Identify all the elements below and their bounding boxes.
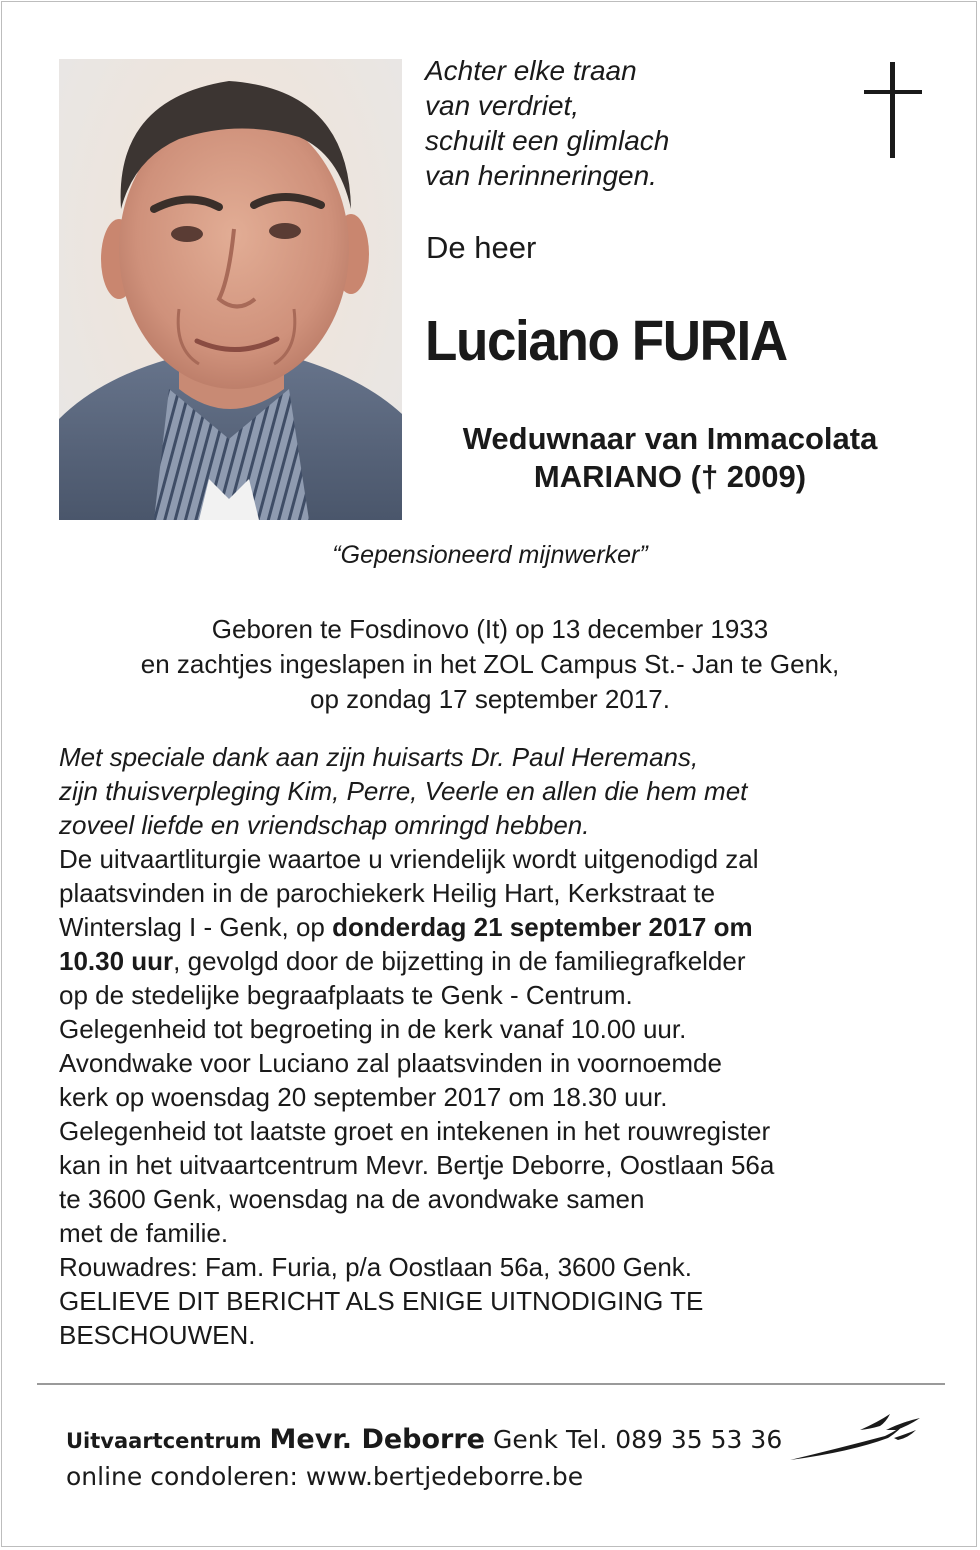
funeral-line: kerk op woensdag 20 september 2017 om 18.30 uur. <box>59 1082 668 1112</box>
salutation: De heer <box>426 230 537 265</box>
profession: “Gepensioneerd mijnwerker” <box>332 541 648 569</box>
birth-line: op zondag 17 september 2017. <box>310 684 670 714</box>
widower-text <box>410 420 930 496</box>
funeral-line: GELIEVE DIT BERICHT ALS ENIGE UITNODIGING TE <box>59 1286 704 1316</box>
footer-brand: Mevr. Deborre <box>269 1424 485 1455</box>
funeral-line: Gelegenheid tot begroeting in de kerk vanaf 10.00 uur. <box>59 1014 687 1044</box>
thanks-line: zoveel liefde en vriendschap omringd hebben. <box>59 810 590 840</box>
portrait-photo <box>59 59 402 520</box>
birds-logo-icon <box>790 1408 925 1468</box>
deceased-name: Luciano FURIA <box>425 309 787 373</box>
funeral-line: kan in het uitvaartcentrum Mevr. Bertje Deborre, Oostlaan 56a <box>59 1150 775 1180</box>
funeral-time: 10.30 uur <box>59 946 174 976</box>
funeral-line: Avondwake voor Luciano zal plaatsvinden in voornoemde <box>59 1048 722 1078</box>
thanks-line: Met speciale dank aan zijn huisarts Dr. Paul Heremans, <box>59 742 699 772</box>
footer-label: Uitvaartcentrum <box>66 1429 262 1453</box>
announcement-body <box>59 740 939 1352</box>
funeral-line <box>59 910 939 944</box>
cross-icon <box>864 62 922 158</box>
footer-company <box>66 1424 782 1455</box>
funeral-line-rest: , gevolgd door de bijzetting in de familiegrafkelder <box>173 946 746 976</box>
funeral-line: Rouwadres: Fam. Furia, p/a Oostlaan 56a, 3600 Genk. <box>59 1252 693 1282</box>
thanks-line: zijn thuisverpleging Kim, Perre, Veerle en allen die hem met <box>59 776 748 806</box>
birth-death-text <box>0 612 980 717</box>
birth-line: Geboren te Fosdinovo (It) op 13 december 1933 <box>211 614 769 644</box>
funeral-line: te 3600 Genk, woensdag na de avondwake samen <box>59 1184 645 1214</box>
footer-tel: Tel. 089 35 53 36 <box>565 1425 783 1454</box>
funeral-line-prefix: Winterslag I - Genk, op <box>59 912 333 942</box>
widower-line: Weduwnaar van Immacolata <box>462 421 878 456</box>
poem-line: van herinneringen. <box>425 160 657 191</box>
funeral-line: Gelegenheid tot laatste groet en intekenen in het rouwregister <box>59 1116 771 1146</box>
poem-line: schuilt een glimlach <box>425 125 670 156</box>
widower-line: MARIANO († 2009) <box>533 459 807 494</box>
footer-divider <box>37 1383 945 1385</box>
funeral-line: BESCHOUWEN. <box>59 1320 256 1350</box>
footer-city: Genk <box>492 1425 559 1454</box>
footer-online-condolences[interactable]: online condoleren: www.bertjedeborre.be <box>66 1462 584 1491</box>
funeral-line: De uitvaartliturgie waartoe u vriendelijk wordt uitgenodigd zal <box>59 844 759 874</box>
funeral-line: op de stedelijke begraafplaats te Genk - Centrum. <box>59 980 633 1010</box>
funeral-date: donderdag 21 september 2017 om <box>332 912 753 942</box>
funeral-line: plaatsvinden in de parochiekerk Heilig Hart, Kerkstraat te <box>59 878 716 908</box>
poem-line: van verdriet, <box>425 90 580 121</box>
poem-line: Achter elke traan <box>425 55 637 86</box>
funeral-line: met de familie. <box>59 1218 229 1248</box>
birth-line: en zachtjes ingeslapen in het ZOL Campus St.- Jan te Genk, <box>140 649 840 679</box>
poem <box>425 53 825 193</box>
funeral-line <box>59 944 939 978</box>
